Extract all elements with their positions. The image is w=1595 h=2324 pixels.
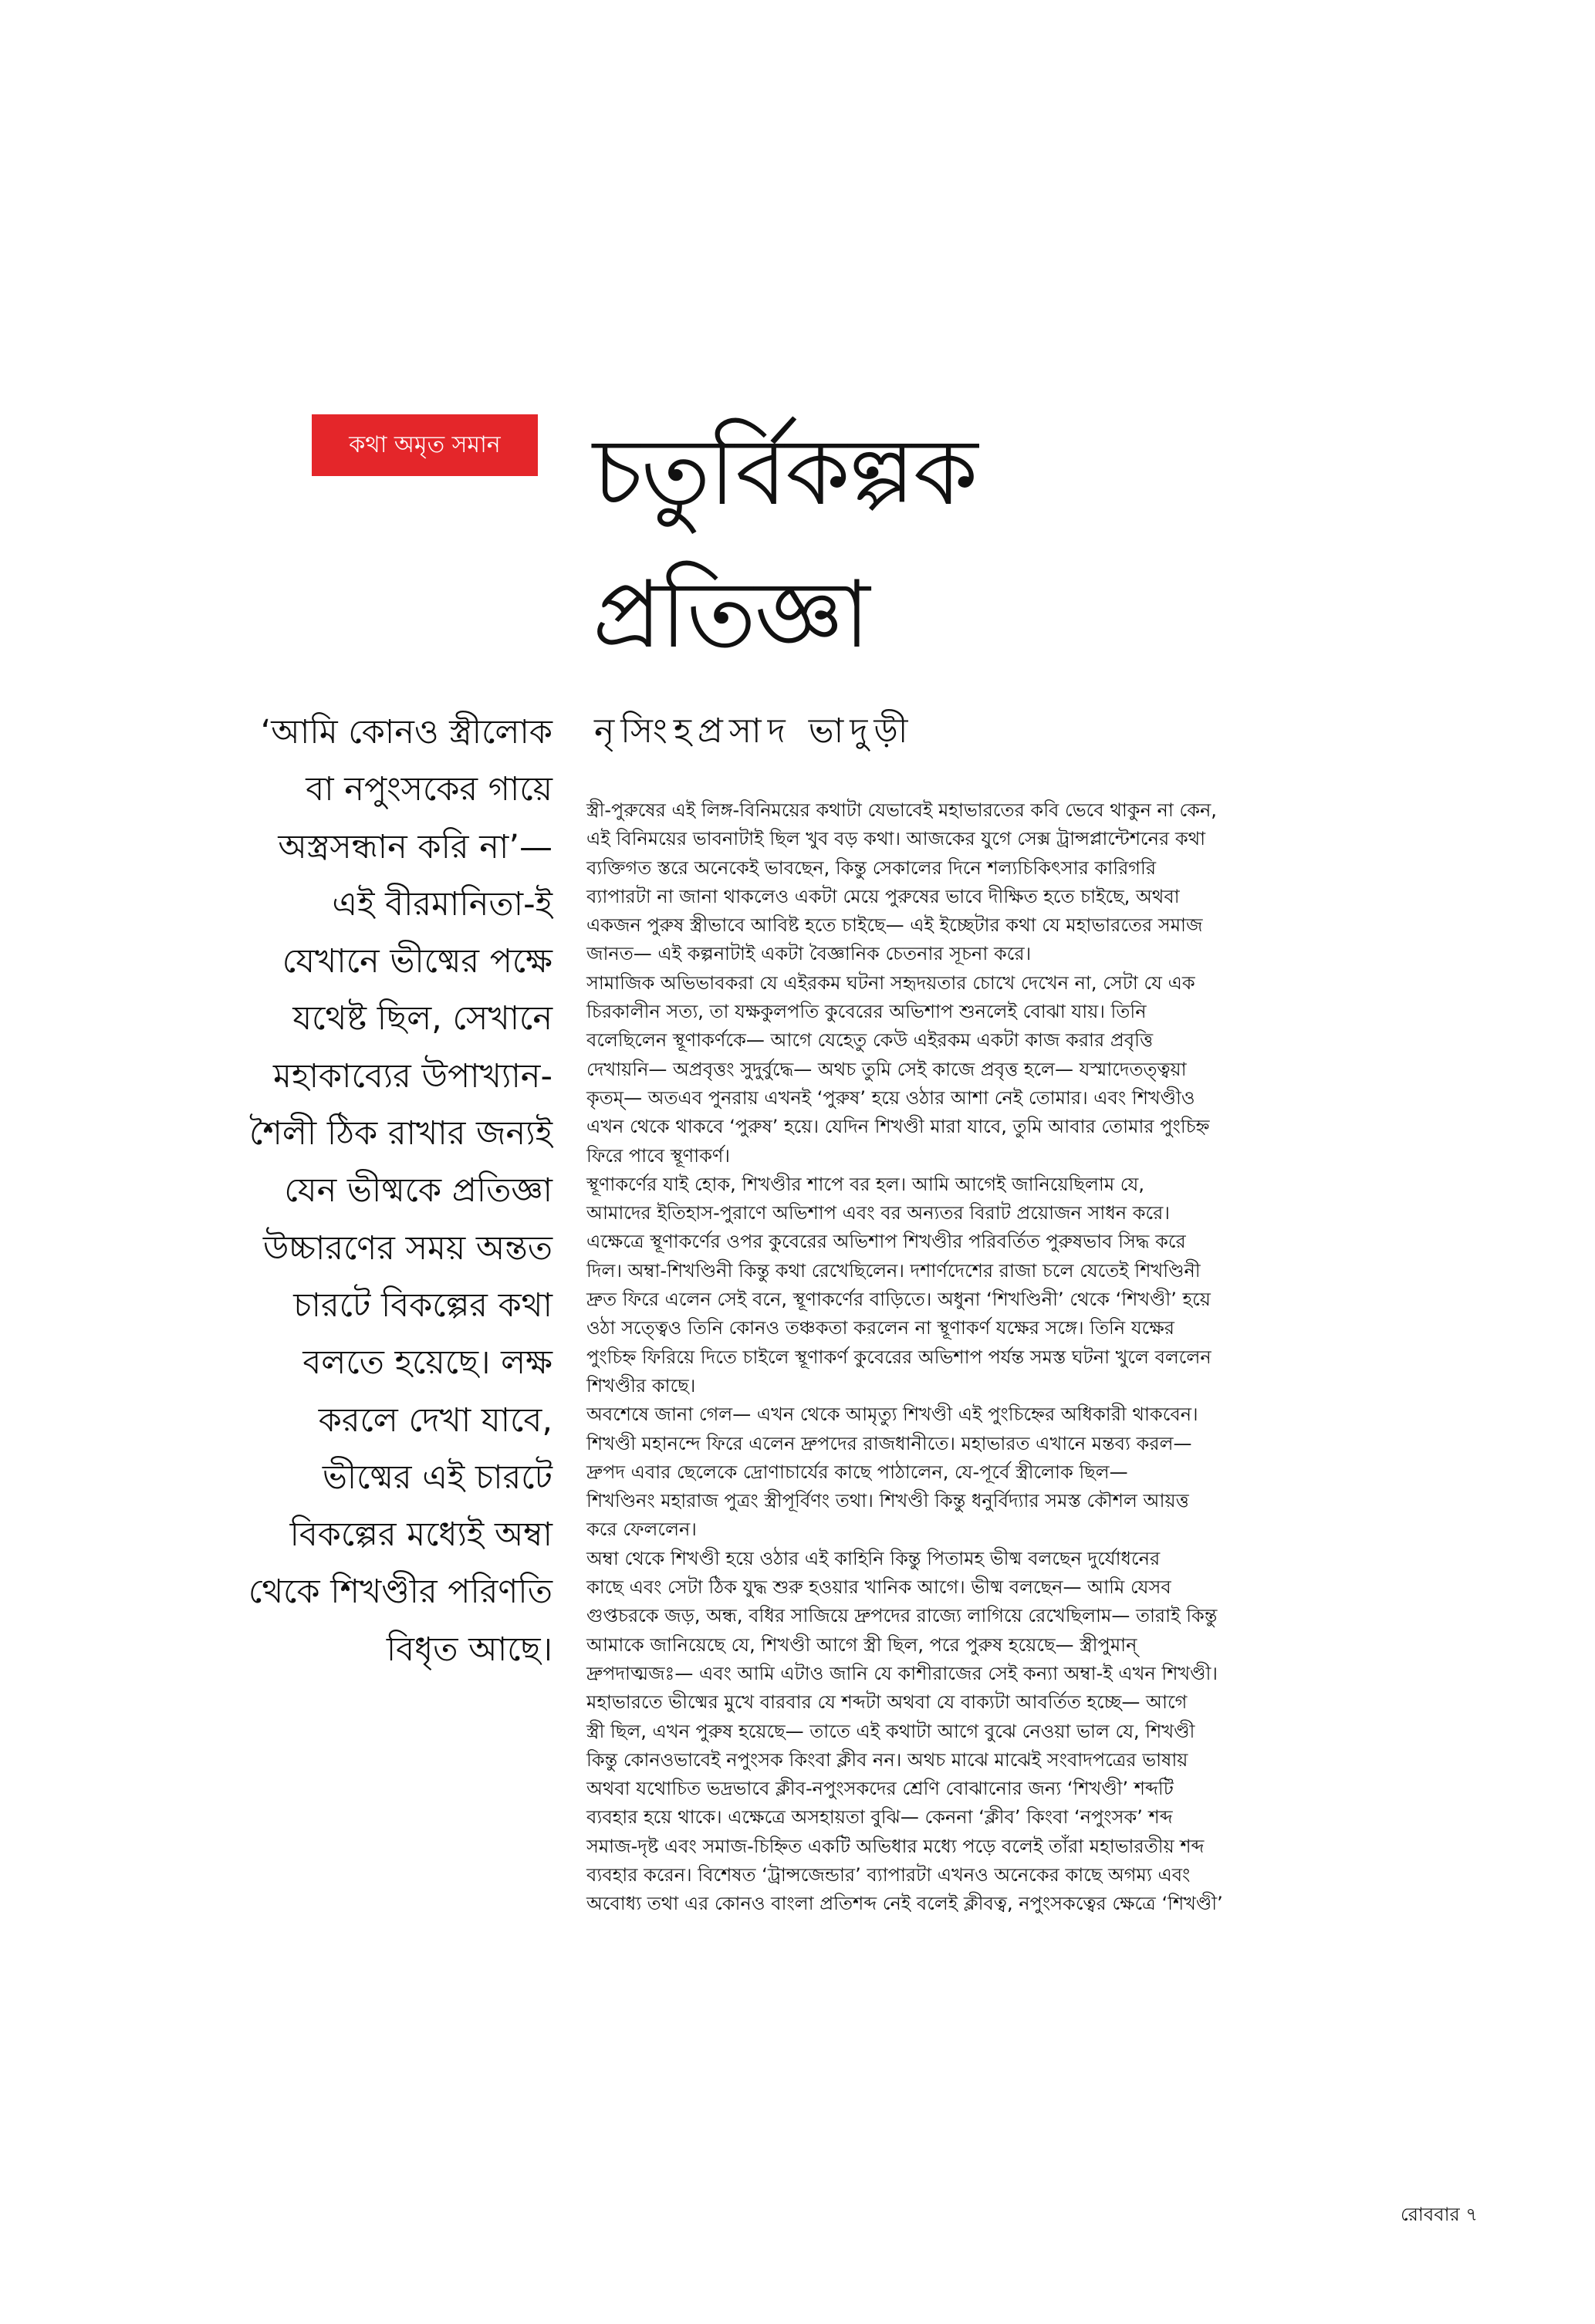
headline: [593, 401, 1225, 687]
pull-quote: [151, 704, 553, 1678]
author-byline: নৃসিংহপ্রসাদ ভাদুড়ী: [594, 711, 914, 751]
body-line: দেখায়নি— অপ্রবৃত্তং সুদুর্বুদ্ধে— অথচ তুমি সেই কাজে প্রবৃত্ত হলে— যস্মাদেতত্ত্বয়া: [586, 1058, 1187, 1080]
pull-quote-line: বিধৃত আছে।: [386, 1630, 553, 1669]
body-line: ব্যবহার হয়ে থাকে। এক্ষেত্রে অসহায়তা বুঝি— কেননা ‘ক্লীব’ কিংবা ‘নপুংসক’ শব্দ: [586, 1806, 1173, 1829]
body-line: অবোধ্য তথা এর কোনও বাংলা প্রতিশব্দ নেই বলেই ক্লীবত্ব, নপুংসকত্বের ক্ষেত্রে ‘শিখণ্ডী’: [586, 1893, 1223, 1915]
pull-quote-line: এই বীরমানিতা-ই: [332, 884, 553, 924]
body-line: আমাকে জানিয়েছে যে, শিখণ্ডী আগে স্ত্রী ছিল, পরে পুরুষ হয়েছে— স্ত্রীপুমান্: [586, 1633, 1137, 1656]
body-line: দ্রুত ফিরে এলেন সেই বনে, স্থূণাকর্ণের বাড়িতে। অধুনা ‘শিখণ্ডিনী’ থেকে ‘শিখণ্ডী’ হয়ে: [586, 1289, 1211, 1311]
pull-quote-line: করলে দেখা যাবে,: [318, 1400, 553, 1440]
pull-quote-line: ‘আমি কোনও স্ত্রীলোক: [260, 713, 553, 752]
pull-quote-line: বিকল্পের মধ্যেই অম্বা: [289, 1515, 553, 1555]
body-line: আমাদের ইতিহাস-পুরাণে অভিশাপ এবং বর অন্যতর বিরাট প্রয়োজন সাধন করে।: [586, 1202, 1170, 1224]
article-body: [586, 796, 1421, 1919]
pull-quote-line: থেকে শিখণ্ডীর পরিণতি: [248, 1572, 553, 1612]
section-label: কথা অমৃত সমান: [312, 414, 538, 476]
body-line: স্ত্রী-পুরুষের এই লিঙ্গ-বিনিময়ের কথাটা যেভাবেই মহাভারতের কবি ভেবে থাকুন না কেন,: [586, 799, 1217, 821]
pull-quote-line: বলতে হয়েছে। লক্ষ: [302, 1343, 553, 1383]
body-line: দ্রুপদাত্মজঃ— এবং আমি এটাও জানি যে কাশীরাজের সেই কন্যা অম্বা-ই এখন শিখণ্ডী।: [586, 1662, 1218, 1684]
body-line: সামাজিক অভিভাবকরা যে এইরকম ঘটনা সহৃদয়তার চোখে দেখেন না, সেটা যে এক: [586, 971, 1195, 994]
body-line: শিখণ্ডিনং মহারাজ পুত্রং স্ত্রীপূর্বিণং তথা। শিখণ্ডী কিন্তু ধনুর্বিদ্যার সমস্ত কৌশল আয়ত্ত: [586, 1490, 1189, 1512]
body-line: অথবা যথোচিত ভদ্রভাবে ক্লীব-নপুংসকদের শ্রেণি বোঝানোর জন্য ‘শিখণ্ডী’ শব্দটি: [586, 1778, 1174, 1800]
body-line: কৃতম্— অতএব পুনরায় এখনই ‘পুরুষ’ হয়ে ওঠার আশা নেই তোমার। এবং শিখণ্ডীও: [586, 1086, 1195, 1109]
headline-line-2: প্রতিজ্ঞা: [593, 562, 869, 669]
body-line: চিরকালীন সত্য, তা যক্ষকুলপতি কুবেরের অভিশাপ শুনলেই বোঝা যায়। তিনি: [586, 1001, 1147, 1023]
body-line: করে ফেললেন।: [586, 1518, 697, 1541]
body-line: অবশেষে জানা গেল— এখন থেকে আমৃত্যু শিখণ্ডী এই পুংচিহ্নের অধিকারী থাকবেন।: [586, 1404, 1198, 1426]
pull-quote-line: শৈলী ঠিক রাখার জন্যই: [248, 1114, 553, 1154]
pull-quote-line: যেখানে ভীষ্মের পক্ষে: [282, 942, 553, 981]
body-line: মহাভারতে ভীষ্মের মুখে বারবার যে শব্দটা অথবা যে বাক্যটা আবর্তিত হচ্ছে— আগে: [586, 1691, 1188, 1714]
body-line: গুপ্তচরকে জড়, অন্ধ, বধির সাজিয়ে দ্রুপদের রাজ্যে লাগিয়ে রেখেছিলাম— তারাই কিন্তু: [586, 1605, 1218, 1627]
body-line: ওঠা সত্ত্বেও তিনি কোনও তঞ্চকতা করলেন না স্থূণাকর্ণ যক্ষের সঙ্গে। তিনি যক্ষের: [586, 1317, 1174, 1339]
body-line: দ্রুপদ এবার ছেলেকে দ্রোণাচার্যের কাছে পাঠালেন, যে-পূর্বে স্ত্রীলোক ছিল—: [586, 1461, 1128, 1483]
pull-quote-line: বা নপুংসকের গায়ে: [306, 770, 553, 809]
body-line: ব্যবহার করেন। বিশেষত ‘ট্রান্সজেন্ডার’ ব্যাপারটা এখনও অনেকের কাছে অগম্য এবং: [586, 1863, 1191, 1886]
body-line: জানত— এই কল্পনাটাই একটা বৈজ্ঞানিক চেতনার সূচনা করে।: [586, 943, 1032, 965]
body-line: কাছে এবং সেটা ঠিক যুদ্ধ শুরু হওয়ার খানিক আগে। ভীষ্ম বলছেন— আমি যেসব: [586, 1576, 1171, 1599]
pull-quote-line: অস্ত্রসন্ধান করি না’—: [278, 827, 553, 866]
body-line: এখন থেকে থাকবে ‘পুরুষ’ হয়ে। যেদিন শিখণ্ডী মারা যাবে, তুমি আবার তোমার পুংচিহ্ন: [586, 1116, 1210, 1138]
headline-line-1: চতুর্বিকল্পক: [593, 419, 977, 526]
pull-quote-line: চারটে বিকল্পের কথা: [293, 1285, 553, 1325]
body-line: ফিরে পাবে স্থূণাকর্ণ।: [586, 1144, 731, 1167]
page-folio: রোববার ৭: [1400, 2204, 1478, 2225]
body-line: শিখণ্ডীর কাছে।: [586, 1374, 696, 1397]
body-line: বলেছিলেন স্থূণাকর্ণকে— আগে যেহেতু কেউ এইরকম একটা কাজ করার প্রবৃত্তি: [586, 1029, 1154, 1052]
body-line: স্থূণাকর্ণের যাই হোক, শিখণ্ডীর শাপে বর হল। আমি আগেই জানিয়েছিলাম যে,: [586, 1173, 1144, 1195]
body-line: ব্যাপারটা না জানা থাকলেও একটা মেয়ে পুরুষের ভাবে দীক্ষিত হতে চাইছে, অথবা: [586, 885, 1180, 907]
body-line: পুংচিহ্ন ফিরিয়ে দিতে চাইলে স্থূণাকর্ণ কুবেরের অভিশাপ পর্যন্ত সমস্ত ঘটনা খুলে বললেন: [586, 1346, 1211, 1368]
body-line: অম্বা থেকে শিখণ্ডী হয়ে ওঠার এই কাহিনি কিন্তু পিতামহ ভীষ্ম বলছেন দুর্যোধনের: [586, 1547, 1161, 1569]
body-line: দিল। অম্বা-শিখণ্ডিনী কিন্তু কথা রেখেছিলেন। দশার্ণদেশের রাজা চলে যেতেই শিখণ্ডিনী: [586, 1259, 1201, 1282]
body-line: একজন পুরুষ স্ত্রীভাবে আবিষ্ট হতে চাইছে— এই ইচ্ছেটার কথা যে মহাভারতের সমাজ: [586, 914, 1203, 937]
body-line: সমাজ-দৃষ্ট এবং সমাজ-চিহ্নিত একটি অভিধার মধ্যে পড়ে বলেই তাঁরা মহাভারতীয় শব্দ: [586, 1835, 1205, 1857]
pull-quote-line: যথেষ্ট ছিল, সেখানে: [292, 999, 553, 1039]
body-line: স্ত্রী ছিল, এখন পুরুষ হয়েছে— তাতে এই কথাটা আগে বুঝে নেওয়া ভাল যে, শিখণ্ডী: [586, 1720, 1195, 1742]
pull-quote-line: মহাকাব্যের উপাখ্যান-: [272, 1056, 553, 1096]
body-line: কিন্তু কোনওভাবেই নপুংসক কিংবা ক্লীব নন। অথচ মাঝে মাঝেই সংবাদপত্রের ভাষায়: [586, 1748, 1188, 1771]
body-line: ব্যক্তিগত স্তরে অনেকেই ভাবছেন, কিন্তু সেকালের দিনে শল্যচিকিৎসার কারিগরি: [586, 856, 1157, 879]
pull-quote-line: ভীষ্মের এই চারটে: [322, 1458, 553, 1497]
body-line: এই বিনিময়ের ভাবনাটাই ছিল খুব বড় কথা। আজকের যুগে সেক্স ট্রান্সপ্লান্টেশনের কথা: [586, 828, 1206, 850]
body-line: শিখণ্ডী মহানন্দে ফিরে এলেন দ্রুপদের রাজধানীতে। মহাভারত এখানে মন্তব্য করল—: [586, 1432, 1192, 1454]
pull-quote-line: উচ্চারণের সময় অন্তত: [262, 1228, 553, 1268]
body-line: এক্ষেত্রে স্থূণাকর্ণের ওপর কুবেরের অভিশাপ শিখণ্ডীর পরিবর্তিত পুরুষভাব সিদ্ধ করে: [586, 1231, 1186, 1253]
pull-quote-line: যেন ভীষ্মকে প্রতিজ্ঞা: [284, 1171, 553, 1211]
